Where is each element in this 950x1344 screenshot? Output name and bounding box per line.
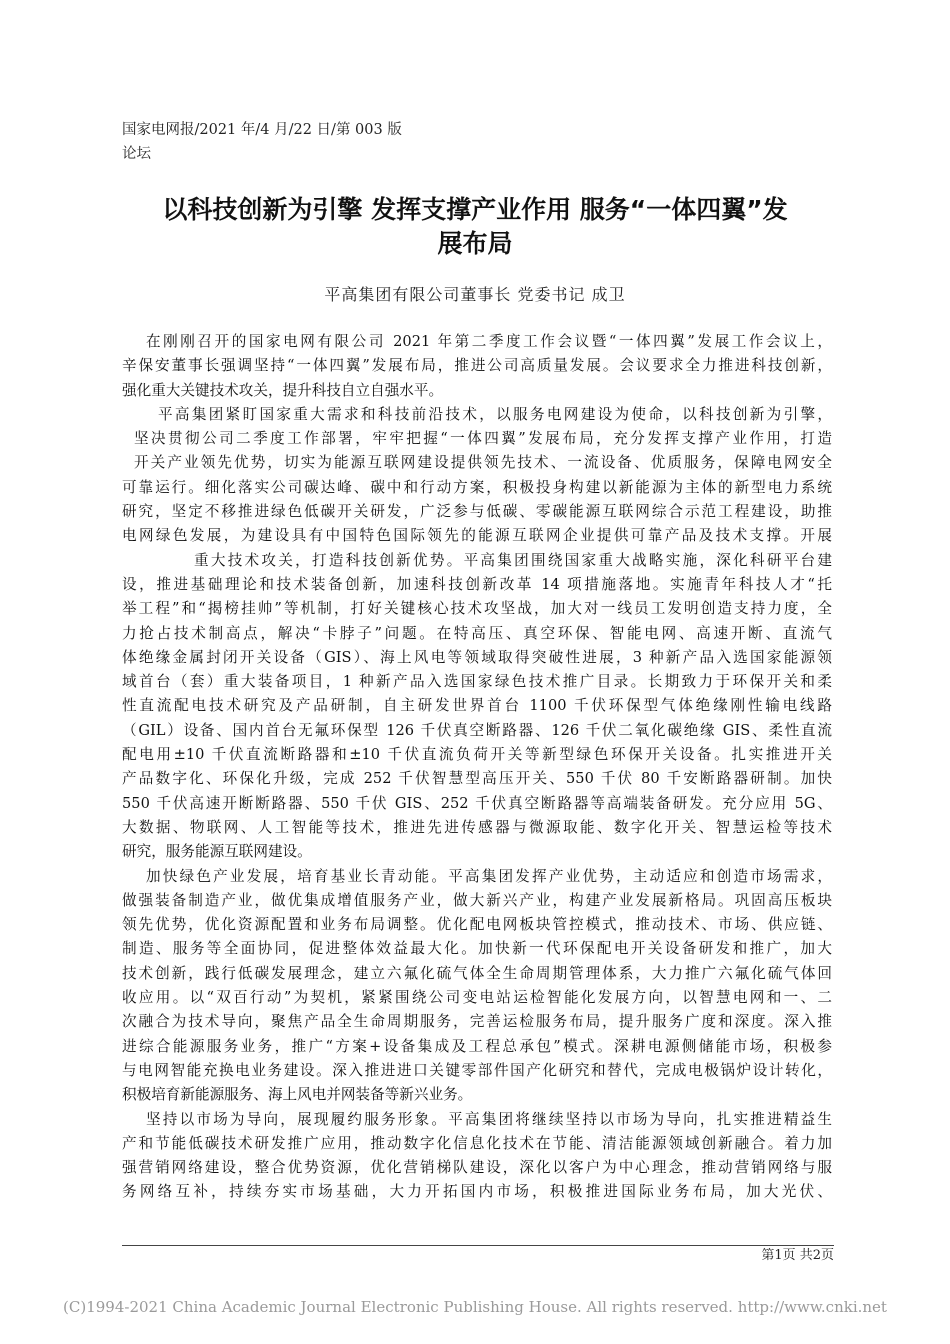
- body-line: 研究，服务能源互联网建设。: [122, 843, 312, 861]
- author-byline: 平高集团有限公司董事长 党委书记 成卫: [324, 285, 626, 304]
- body-line: 体绝缘金属封闭开关设备（GIS）、海上风电等领域取得突破性进展，3 种新产品入选国家能源领: [122, 648, 832, 666]
- body-line: 平高集团紧盯国家重大需求和科技前沿技术，以服务电网建设为使命，以科技创新为引擎，: [158, 405, 832, 423]
- body-line: 域首台（套）重大装备项目，1 种新产品入选国家绿色技术推广目录。长期致力于环保开关和柔: [122, 673, 832, 691]
- body-line: 在刚刚召开的国家电网有限公司 2021 年第二季度工作会议暨“一体四翼”发展工作会议上，: [146, 333, 832, 350]
- article-title: [110, 193, 840, 261]
- body-line: 做强装备制造产业，做优集成增值服务产业，做大新兴产业，构建产业发展新格局。巩固高压板块: [122, 891, 832, 909]
- body-line: 性直流配电技术研究及产品研制，自主研发世界首台 1100 千伏环保型气体绝缘刚性输电线路: [122, 697, 832, 715]
- body-line: 次融合为技术导向，聚焦产品全生命周期服务，完善运检服务布局，提升服务广度和深度。深入推: [122, 1013, 832, 1031]
- body-line: 制造、服务等全面协同，促进整体效益最大化。加快新一代环保配电开关设备研发和推广，加大: [122, 940, 832, 958]
- article-title-line-2: 展布局: [437, 229, 513, 258]
- body-line: 领先优势，优化资源配置和业务布局调整。优化配电网板块管控模式，推动技术、市场、供应链、: [122, 916, 832, 934]
- column-label: 论坛: [122, 146, 151, 162]
- body-line: 加快绿色产业发展，培育基业长青动能。平高集团发挥产业优势，主动适应和创造市场需求，: [146, 867, 832, 885]
- body-line: 大数据、物联网、人工智能等技术，推进先进传感器与微源取能、数字化开关、智慧运检等技术: [122, 818, 832, 836]
- body-line: 开关产业领先优势，切实为能源互联网建设提供领先技术、一流设备、优质服务，保障电网安全: [134, 454, 832, 472]
- article-title-line-1: 以科技创新为引擎 发挥支撑产业作用 服务“一体四翼”发: [162, 195, 788, 224]
- body-line: 务网络互补，持续夯实市场基础，大力开拓国内市场，积极推进国际业务布局，加大光伏、: [122, 1183, 832, 1201]
- body-line: 重大技术攻关，打造科技创新优势。平高集团围绕国家重大战略实施，深化科研平台建: [194, 551, 832, 569]
- body-line: 与电网智能充换电业务建设。深入推进进口关键零部件国产化研究和替代，完成电极锅炉设计转化，: [122, 1061, 832, 1079]
- body-line: 强化重大关键技术攻关，提升科技自立自强水平。: [122, 381, 444, 399]
- body-line: 举工程”和“揭榜挂帅”等机制，打好关键核心技术攻坚战，加大对一线员工发明创造支持力度，全: [122, 600, 832, 618]
- body-line: 可靠运行。细化落实公司碳达峰、碳中和行动方案，积极投身构建以新能源为主体的新型电力系统: [122, 478, 832, 496]
- body-line: 产品数字化、环保化升级，完成 252 千伏智慧型高压开关、550 千伏 80 千安断路器研制。加快: [122, 770, 832, 788]
- body-line: 配电用±10 千伏直流断路器和±10 千伏直流负荷开关等新型绿色环保开关设备。扎实推进开关: [122, 746, 832, 764]
- body-line: 强营销网络建设，整合优势资源，优化营销梯队建设，深化以客户为中心理念，推动营销网络与服: [122, 1159, 832, 1177]
- body-line: 技术创新，践行低碳发展理念，建立六氟化硫气体全生命周期管理体系，大力推广六氟化硫气体回: [122, 964, 832, 982]
- body-line: 研究，坚定不移推进绿色低碳开关研发，广泛参与低碳、零碳能源互联网综合示范工程建设，助推: [122, 503, 832, 521]
- body-line: （GIL）设备、国内首台无氟环保型 126 千伏真空断路器、126 千伏二氧化碳绝缘 GIS、柔性直流: [122, 721, 832, 739]
- body-line: 电网绿色发展，为建设具有中国特色国际领先的能源互联网企业提供可靠产品及技术支撑。开展: [122, 527, 832, 545]
- body-line: 力抢占技术制高点，解决“卡脖子”问题。在特高压、真空环保、智能电网、高速开断、直流气: [122, 624, 832, 642]
- body-line: 进综合能源服务业务，推广“方案+设备集成及工程总承包”模式。深耕电源侧储能市场，积极参: [122, 1037, 832, 1055]
- footer-divider: [122, 1245, 834, 1246]
- body-line: 积极培育新能源服务、海上风电并网装备等新兴业务。: [122, 1086, 473, 1104]
- page-number: 第1页 共2页: [761, 1248, 834, 1263]
- copyright-watermark: (C)1994-2021 China Academic Journal Electronic Publishing House. All rights reserved. http://www.cnki.net: [63, 1298, 887, 1316]
- body-line: 产和节能低碳技术研发推广应用，推动数字化信息化技术在节能、清洁能源领域创新融合。着力加: [122, 1134, 832, 1152]
- body-line: 收应用。以“双百行动”为契机，紧紧围绕公司变电站运检智能化发展方向，以智慧电网和一、二: [122, 989, 832, 1007]
- body-line: 坚持以市场为导向，展现履约服务形象。平高集团将继续坚持以市场为导向，扎实推进精益生: [146, 1110, 832, 1128]
- body-line: 坚决贯彻公司二季度工作部署，牢牢把握“一体四翼”发展布局，充分发挥支撑产业作用，打造: [134, 430, 832, 448]
- publication-source: 国家电网报/2021 年/4 月/22 日/第 003 版: [122, 122, 402, 138]
- body-line: 设，推进基础理论和技术装备创新，加速科技创新改革 14 项措施落地。实施青年科技人才“托: [122, 575, 832, 593]
- body-line: 550 千伏高速开断断路器、550 千伏 GIS、252 千伏真空断路器等高端装备研发。充分应用 5G、: [122, 794, 832, 812]
- body-line: 辛保安董事长强调坚持“一体四翼”发展布局，推进公司高质量发展。会议要求全力推进科技创新，: [122, 357, 832, 375]
- article-body: [122, 330, 832, 1205]
